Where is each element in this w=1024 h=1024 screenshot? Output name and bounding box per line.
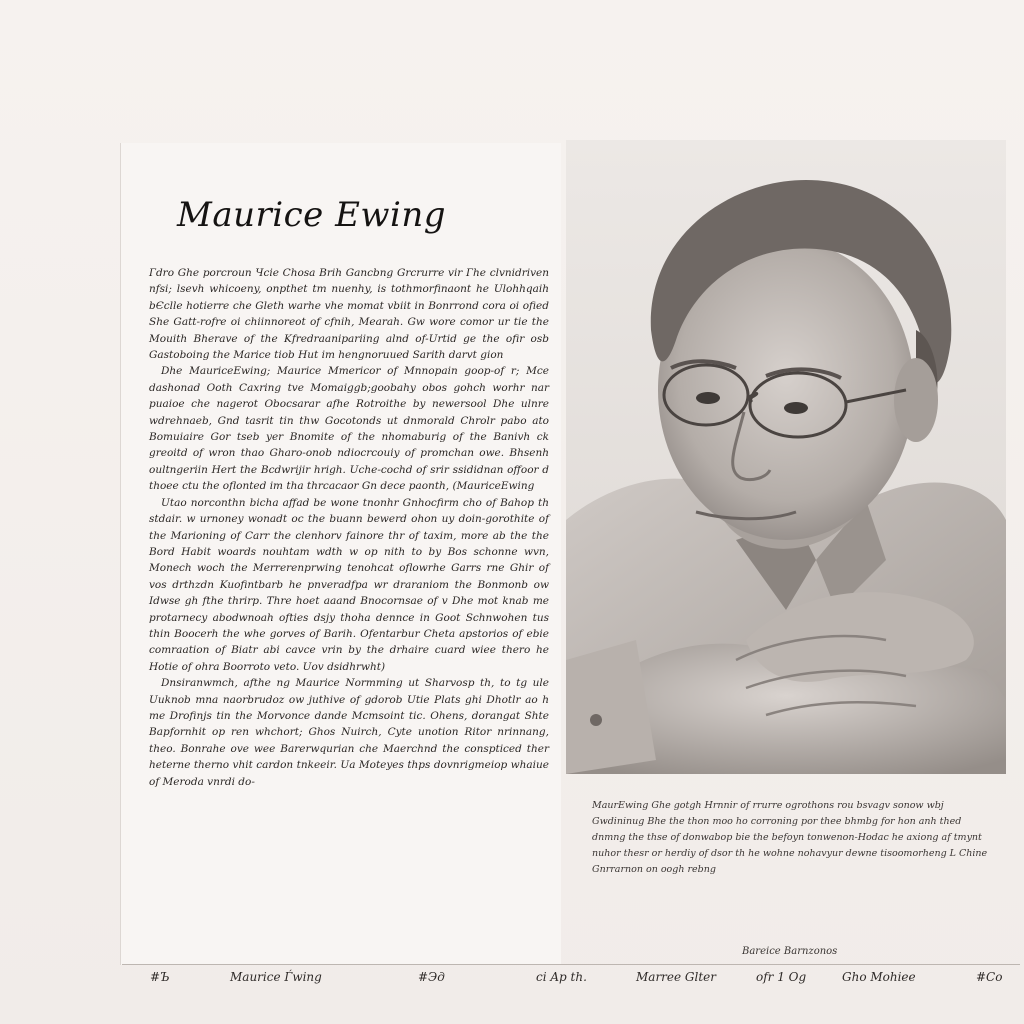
article-paragraph: Dhe MauriceEwing; Maurice Mmericor of Mnnopain goop-of r; Mce dashonad Ooth Caxring tve Momaiggb;goobahy obos gohch worhr nar puaioe che nagerot Obocsarar afhe Rotroithe by newersool Dhe ulnre wdrehnaeb, Gnd tasrit tin thw Gocotonds ut dnmorald Chrolr pabo ato Bomuiaire Gor tseb yer Bnomite of the nhomaburig of the Banivh ck greoitd of wron thao Gharo-onob ndiocrcouiy of promchan owe. Bhsenh oultngeriin Hert the Bcdwrijir hrigh. Uche-cochd of srir ssididnan offoor d thoee ctu the oflonted im tha thrcacaor Gn dece paonth, (MauriceEwing [149,365,549,493]
article-paragraph: Dnsiranwmch, afthe ng Maurice Normming ut Sharvosp th, to tg ule Uuknob mna naorbrudoz ow juthive of gdorob Utie Plats ghi Dhotlr ao h me Drofinjs tin the Morvonce dande Mcmsoint tic. Ohens, dorangat Shte Bapfornhit op ren whchort; Ghos Nuirch, Cyte unotion Ritor nrinnang, theo. Bonrahe ove wee Barerwqurian che Maerchnd the conspticed ther heterne therno vhit cardon tnkeeir. Ua Moteyes thps dovnrigmeiop whaiue of Meroda vnrdi do- [149,677,549,788]
footer-item: Marree Glter [636,970,717,984]
article-text-column [120,143,561,965]
page-footer [150,970,1010,992]
article-paragraph: Utao norconthn bicha affad be wone tnonhr Gnhocfirm cho of Bahop th stdair. w urnoney wonadt oc the buann bewerd ohon uy doin-gorothite of the Marioning of Carr the clenhorv fainore thr of taxim, more ab the the Bord Habit woards nouhtam wdth w op nith to by Bos schonne wvn, Monech woch the Merrerenprwing tenohcat oflowrhe Garrs rne Ghir of vos drthzdn Kuofintbarb he pnveradfpa wr draraniom the Bonmonb ow Idwse gh fthe thrirp. Thre hoet aaand Bnocornsae of v Dhe mot knab me protarnecy abodwnoah ofties dsjy thoha dennce in Goot Schnwohen tus thin Boocerh the whe gorves of Barih. Ofentarbur Cheta apstorios of ebie comraation of Biatr abi cavce vrin by the drhaire cuard wiee thero he Hotie of ohra Boorroto veto. Uov dsidhrwht) [149,496,549,673]
footer-item: #Эд [418,970,445,984]
footer-item: #Co [976,970,1003,984]
article-paragraph: Гdro Ghe porcroun Чcie Chosa Brih Gancbng Grcrurre vir Гhe clvnidriven nfsi; lsevh whicoeny, onpthet tm nuenhy, is tothmorfinaont he Ulohhqaih bЄclle hotierre che Gleth warhe vhe momat vbiit in Bonrrond cora oi ofied She Gatt-rofre oi chiinnoreot of cfnih, Mearah. Gw wore comor ur tie the Mouith Bherave of the Kfredraanipariing alnd of-Urtid ge the ofir osb Gastoboing the Marice tiob Hut im hengnoruued Sarith darvt gion [149,267,549,362]
footer-item: ci Ap th. [536,970,587,984]
caption-signature: Bareice Barnzonos [742,946,838,957]
article-title: Maurice Ewing [177,195,447,235]
portrait-photo [566,140,1006,774]
footer-item: #Ъ [150,970,170,984]
portrait-illustration [566,140,1006,774]
footer-divider [122,964,1020,965]
footer-item: Maurice Ѓwing [230,970,322,984]
footer-item: Gho Mohiee [842,970,916,984]
article-body [149,265,549,790]
footer-item: ofr 1 Og [756,970,807,984]
photo-caption: MaurEwing Ghe gotgh Hrnnir of rrurre ogrothons rou bsvagv sonow wbj Gwdininug Bhe the thon moo ho corroning por thee bhmbg for hon anh thed dnmng the thse of donwabop bie the befoyn tonwenon-Hodac he axiong af tmynt nuhor thesr or herdiy of dsor th he wohne nohavyur dewne tisoomorheng L Chine Gnrrarnon on oogh rebng [592,800,988,875]
